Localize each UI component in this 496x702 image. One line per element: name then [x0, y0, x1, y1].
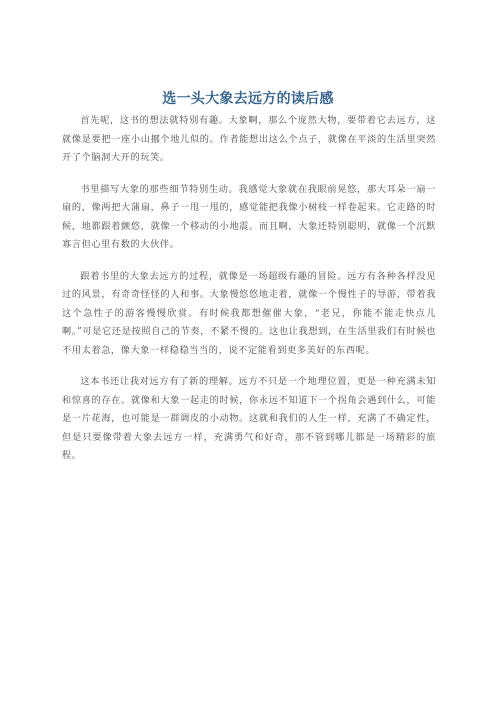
paragraph-4: 这本书还让我对远方有了新的理解。远方不只是一个地理位置，更是一种充满未知和惊喜的存在。就像和大象一起走的时候，你永远不知道下一个拐角会遇到什么，可能是一片花海，也可能是一群调皮的小动物。这就和我们的人生一样，充满了不确定性，但是只要像带着大象去远方一样，充满勇气和好奇，那不管到哪儿都是一场精彩的旅程。	[62, 376, 436, 461]
document-title: 选一头大象去远方的读后感	[162, 91, 334, 107]
paragraph-2: 书里描写大象的那些细节特别生动。我感觉大象就在我眼前晃悠，那大耳朵一扇一扇的，像两把大蒲扇，鼻子一甩一甩的，感觉能把我像小树枝一样卷起来。它走路的时候，地都跟着颤悠，就像一个移动的小地震。而且啊，大象还特别聪明，就像一个沉默寡言但心里有数的大伙伴。	[62, 183, 436, 250]
paragraph-3: 跟着书里的大象去远方的过程，就像是一场超级有趣的冒险。远方有各种各样没见过的风景，有奇奇怪怪的人和事。大象慢悠悠地走着，就像一个慢性子的导游，带着我这个急性子的游客慢慢欣赏。有时候我都想催催大象，“老兄，你能不能走快点儿啊。”可是它还是按照自己的节奏，不紧不慢的。这也让我想到，在生活里我们有时候也不用太着急，像大象一样稳稳当当的，说不定能看到更多美好的东西呢。	[62, 270, 436, 356]
document-body	[62, 112, 436, 479]
paragraph-1: 首先呢，这书的想法就特别有趣。大象啊，那么个庞然大物，要带着它去远方，这就像是要把一座小山挪个地儿似的。作者能想出这么个点子，就像在平淡的生活里突然开了个脑洞大开的玩笑。	[62, 115, 436, 163]
